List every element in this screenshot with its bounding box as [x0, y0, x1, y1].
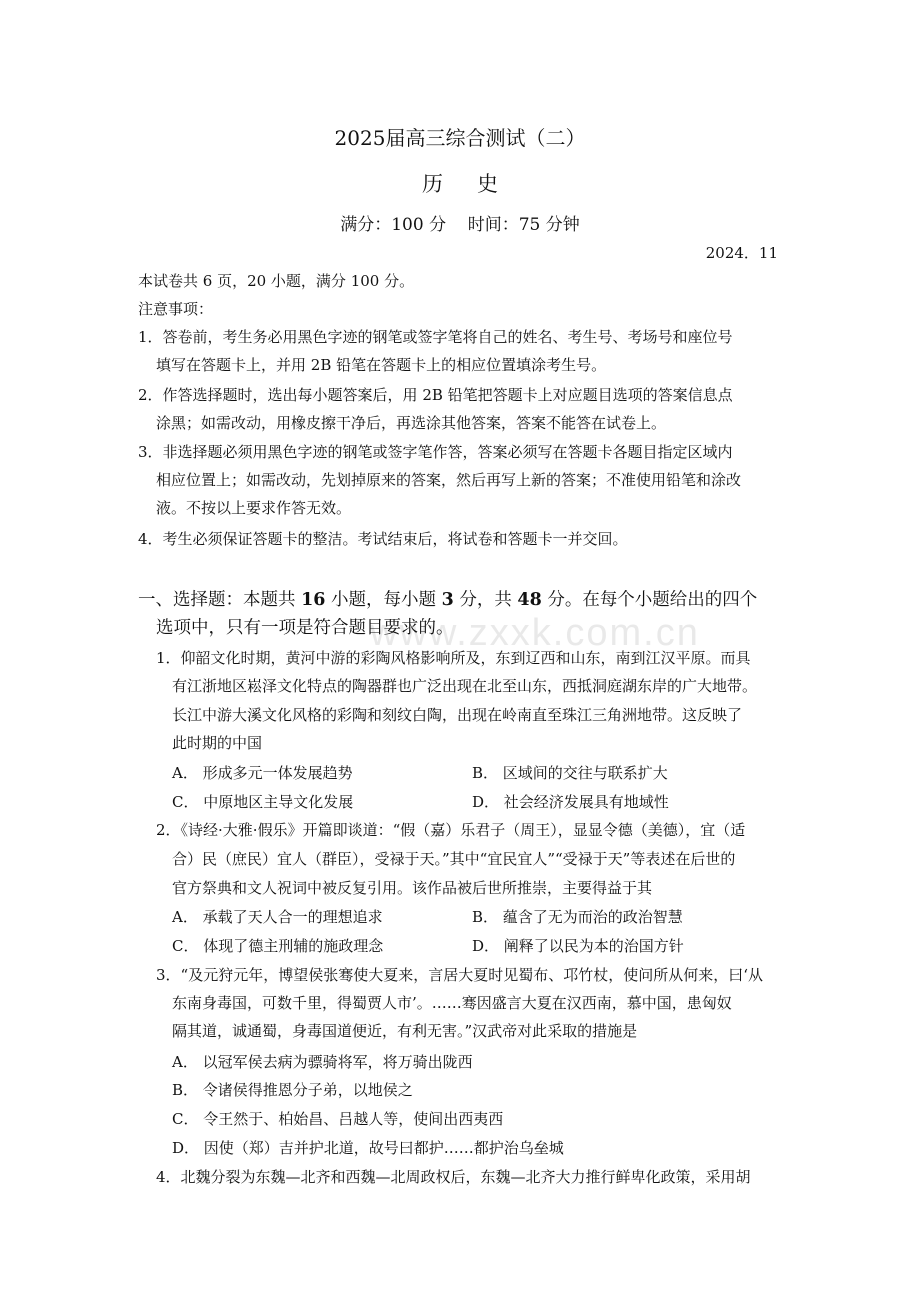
q2-line-2: 合）民（庶民）宜人（群臣），受禄于天。”其中“宜民宜人”“受禄于天”等表述在后世的	[172, 850, 736, 868]
section-heading-line-1: 一、选择题：本题共 16 小题，每小题 3 分，共 48 分。在每个小题给出的四个	[138, 590, 758, 610]
subject-title: 历史	[422, 172, 532, 196]
watermark: www.zxxk.com.cn	[370, 612, 700, 654]
q3-line-1: 3．“及元狩元年，博望侯张骞使大夏来，言居大夏时见蜀布、邛竹杖，使问所从何来，曰‘从	[156, 966, 763, 984]
q1-line-4: 此时期的中国	[172, 734, 263, 752]
q1-option-d: D． 社会经济发展具有地域性	[472, 793, 669, 811]
q3-option-c: C． 令王然于、柏始昌、吕越人等，使间出西夷西	[172, 1110, 504, 1128]
q2-line-1: 2．《诗经·大雅·假乐》开篇即谈道：“假（嘉）乐君子（周王），显显令德（美德），宜（适	[156, 821, 746, 839]
note-4-line-1: 4．考生必须保证答题卡的整洁。考试结束后，将试卷和答题卡一并交回。	[138, 530, 628, 548]
exam-title: 2025届高三综合测试（二）	[334, 126, 586, 150]
q3-option-d: D． 因使（郑）吉并护北道，故号曰都护……都护治乌垒城	[172, 1139, 564, 1157]
section-heading-line-2: 选项中，只有一项是符合题目要求的。	[156, 618, 454, 638]
intro-text: 本试卷共 6 页，20 小题，满分 100 分。	[138, 272, 415, 290]
q1-option-c: C． 中原地区主导文化发展	[172, 793, 354, 811]
note-3-line-2: 相应位置上；如需改动，先划掉原来的答案，然后再写上新的答案；不准使用铅笔和涂改	[156, 471, 742, 489]
q2-option-d: D． 阐释了以民为本的治国方针	[472, 937, 684, 955]
exam-date: 2024．11	[705, 244, 778, 262]
q1-line-1: 1．仰韶文化时期，黄河中游的彩陶风格影响所及，东到辽西和山东，南到江汉平原。而具	[156, 649, 751, 667]
q2-option-a: A． 承载了天人合一的理想追求	[172, 908, 383, 926]
exam-meta: 满分：100 分 时间：75 分钟	[340, 215, 580, 235]
q1-line-3: 长江中游大溪文化风格的彩陶和刻纹白陶，出现在岭南直至珠江三角洲地带。这反映了	[172, 706, 743, 724]
note-3-line-1: 3．非选择题必须用黑色字迹的钢笔或签字笔作答，答案必须写在答题卡各题目指定区域内	[138, 443, 733, 461]
q2-option-b: B． 蕴含了无为而治的政治智慧	[472, 908, 683, 926]
q2-line-3: 官方祭典和文人祝词中被反复引用。该作品被后世所推崇，主要得益于其	[172, 879, 653, 897]
q4-line-1: 4．北魏分裂为东魏—北齐和西魏—北周政权后，东魏—北齐大力推行鲜卑化政策，采用胡	[156, 1168, 751, 1186]
q3-option-b: B． 令诸侯得推恩分子弟，以地侯之	[172, 1081, 413, 1099]
q2-option-c: C． 体现了德主刑辅的施政理念	[172, 937, 384, 955]
q1-option-b: B． 区域间的交往与联系扩大	[472, 764, 668, 782]
note-3-line-3: 液。不按以上要求作答无效。	[156, 499, 352, 517]
note-1-line-2: 填写在答题卡上，并用 2B 铅笔在答题卡上的相应位置填涂考生号。	[156, 356, 607, 374]
note-2-line-1: 2．作答选择题时，选出每小题答案后，用 2B 铅笔把答题卡上对应题目选项的答案信息点	[138, 386, 733, 404]
q3-line-2: 东南身毒国，可数千里，得蜀贾人市’。……骞因盛言大夏在汉西南，慕中国，患匈奴	[172, 994, 732, 1012]
q3-option-a: A． 以冠军侯去病为骠骑将军，将万骑出陇西	[172, 1053, 473, 1071]
q1-line-2: 有江浙地区崧泽文化特点的陶器群也广泛出现在北至山东，西抵洞庭湖东岸的广大地带。	[172, 677, 758, 695]
note-2-line-2: 涂黑；如需改动，用橡皮擦干净后，再选涂其他答案，答案不能答在试卷上。	[156, 414, 667, 432]
q3-line-3: 隔其道，诚通蜀，身毒国道便近，有利无害。”汉武帝对此采取的措施是	[172, 1022, 638, 1040]
q1-option-a: A． 形成多元一体发展趋势	[172, 764, 353, 782]
notes-title: 注意事项：	[138, 300, 214, 318]
note-1-line-1: 1．答卷前，考生务必用黑色字迹的钢笔或签字笔将自己的姓名、考生号、考场号和座位号	[138, 328, 733, 346]
